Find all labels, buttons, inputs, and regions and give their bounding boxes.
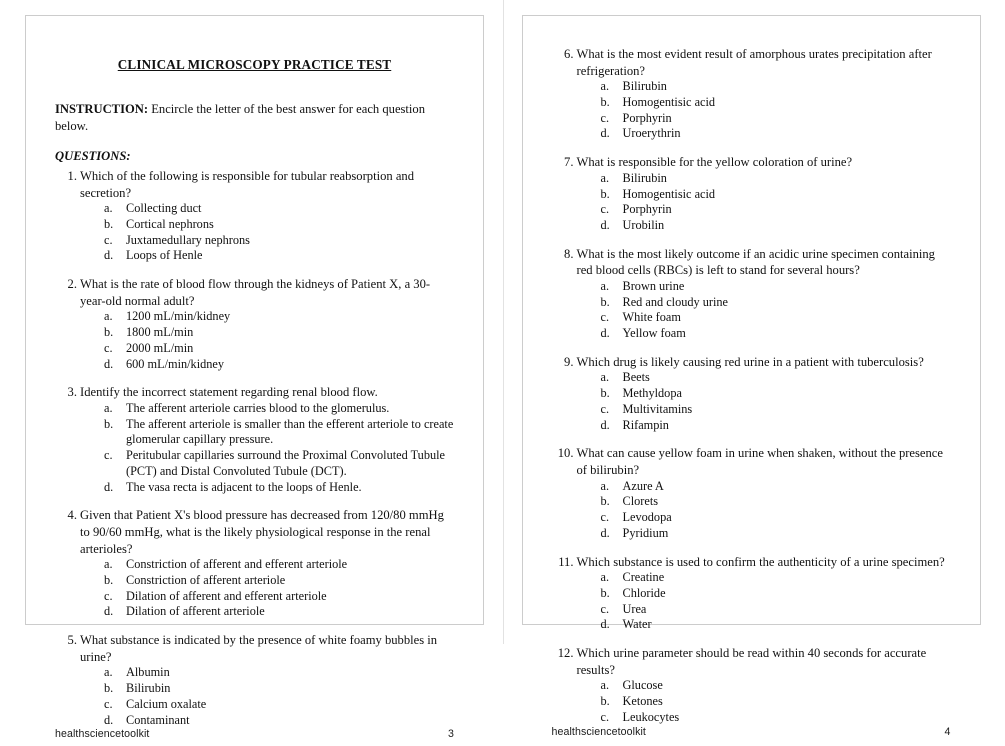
choice-list: [80, 309, 454, 372]
choice-text: Porphyrin: [623, 202, 672, 216]
choice-text: Ketones: [623, 694, 663, 708]
choice-item[interactable]: [601, 370, 951, 386]
question-number: 8.: [552, 246, 574, 263]
choice-item[interactable]: [601, 570, 951, 586]
instruction-label: INSTRUCTION:: [55, 102, 148, 116]
question-item: [55, 507, 454, 620]
question-text: Which urine parameter should be read within 40 seconds for accurate results?: [577, 645, 951, 678]
choice-text: Juxtamedullary nephrons: [126, 233, 250, 247]
choice-letter: b.: [104, 217, 118, 233]
choice-list: [577, 279, 951, 342]
question-number: 11.: [550, 554, 574, 571]
question-number: 7.: [552, 154, 574, 171]
choice-letter: d.: [104, 713, 118, 729]
document-page-3: [25, 15, 484, 625]
page-pane-right: [503, 0, 1005, 644]
choice-text: Constriction of afferent arteriole: [126, 573, 285, 587]
choice-text: Bilirubin: [623, 79, 667, 93]
question-item: [552, 154, 951, 234]
choice-letter: d.: [104, 248, 118, 264]
choice-text: Homogentisic acid: [623, 95, 716, 109]
choice-text: Cortical nephrons: [126, 217, 214, 231]
choice-item[interactable]: [104, 325, 454, 341]
choice-text: Uroerythrin: [623, 126, 681, 140]
footer-page-number: 3: [448, 728, 454, 740]
choice-text: Dilation of afferent arteriole: [126, 604, 265, 618]
choice-list: [80, 557, 454, 620]
choice-letter: d.: [601, 126, 615, 142]
choice-text: Beets: [623, 370, 650, 384]
choice-list: [577, 678, 951, 725]
choice-list: [577, 79, 951, 142]
choice-text: Brown urine: [623, 279, 685, 293]
choice-item[interactable]: [601, 602, 951, 618]
choice-text: The afferent arteriole is smaller than the efferent arteriole to create glomerular capillary pressure.: [126, 417, 453, 447]
page-3-body: [55, 42, 454, 728]
question-text: Which substance is used to confirm the authenticity of a urine specimen?: [577, 554, 951, 571]
choice-letter: d.: [601, 418, 615, 434]
choice-letter: a.: [601, 370, 615, 386]
choice-letter: c.: [601, 402, 615, 418]
question-text: Which of the following is responsible for tubular reabsorption and secretion?: [80, 168, 454, 201]
page-title: CLINICAL MICROSCOPY PRACTICE TEST: [55, 57, 454, 73]
question-item: [55, 384, 454, 495]
choice-item[interactable]: [104, 217, 454, 233]
choice-item[interactable]: [601, 111, 951, 127]
choice-text: Pyridium: [623, 526, 669, 540]
choice-text: Porphyrin: [623, 111, 672, 125]
choice-item[interactable]: [601, 678, 951, 694]
choice-letter: c.: [601, 111, 615, 127]
choice-text: Rifampin: [623, 418, 669, 432]
question-text: Which drug is likely causing red urine in a patient with tuberculosis?: [577, 354, 951, 371]
choice-letter: d.: [601, 218, 615, 234]
footer-page-number: 4: [945, 726, 951, 738]
choice-letter: d.: [104, 480, 118, 496]
choice-list: [577, 479, 951, 542]
question-item: [55, 632, 454, 728]
instruction-line: [55, 101, 454, 135]
choice-item[interactable]: [601, 126, 951, 142]
question-item: [552, 445, 951, 541]
choice-item[interactable]: [601, 402, 951, 418]
choice-item[interactable]: [601, 187, 951, 203]
question-item: [552, 554, 951, 634]
question-number: 2.: [55, 276, 77, 293]
choice-item[interactable]: [601, 710, 951, 726]
choice-letter: c.: [601, 602, 615, 618]
choice-text: Dilation of afferent and efferent arteriole: [126, 589, 327, 603]
choice-text: Calcium oxalate: [126, 697, 206, 711]
choice-item[interactable]: [104, 233, 454, 249]
document-page-4: [522, 15, 981, 625]
choice-letter: b.: [601, 494, 615, 510]
choice-letter: a.: [104, 309, 118, 325]
choice-item[interactable]: [104, 604, 454, 620]
question-text: What is responsible for the yellow coloration of urine?: [577, 154, 951, 171]
choice-item[interactable]: [104, 401, 454, 417]
choice-letter: c.: [104, 697, 118, 713]
choice-item[interactable]: [104, 309, 454, 325]
choice-text: Bilirubin: [126, 681, 170, 695]
choice-item[interactable]: [601, 95, 951, 111]
question-text: What is the most likely outcome if an acidic urine specimen containing red blood cells (RBCs) is left to stand for several hours?: [577, 246, 951, 279]
choice-text: Urea: [623, 602, 647, 616]
choice-letter: b.: [104, 417, 118, 433]
choice-letter: b.: [104, 681, 118, 697]
choice-text: 1800 mL/min: [126, 325, 193, 339]
choice-letter: a.: [601, 279, 615, 295]
choice-item[interactable]: [104, 201, 454, 217]
choice-text: Leukocytes: [623, 710, 680, 724]
choice-letter: c.: [601, 202, 615, 218]
question-number: 10.: [550, 445, 574, 462]
question-number: 1.: [55, 168, 77, 185]
choice-item[interactable]: [601, 310, 951, 326]
choice-letter: a.: [601, 79, 615, 95]
choice-item[interactable]: [601, 326, 951, 342]
page-4-body: [552, 42, 951, 726]
choice-item[interactable]: [601, 218, 951, 234]
choice-text: Constriction of afferent and efferent arteriole: [126, 557, 347, 571]
question-item: [55, 276, 454, 372]
question-number: 12.: [550, 645, 574, 662]
choice-letter: c.: [104, 341, 118, 357]
choice-letter: b.: [104, 325, 118, 341]
choice-letter: a.: [601, 479, 615, 495]
choice-text: Clorets: [623, 494, 659, 508]
choice-list: [80, 401, 454, 495]
choice-text: Yellow foam: [623, 326, 686, 340]
choice-text: Levodopa: [623, 510, 672, 524]
question-text: What substance is indicated by the presence of white foamy bubbles in urine?: [80, 632, 454, 665]
page-pane-left: [0, 0, 503, 644]
choice-item[interactable]: [601, 694, 951, 710]
choice-text: 2000 mL/min: [126, 341, 193, 355]
instruction-text: Encircle the letter of the best answer for each question below.: [55, 102, 425, 133]
choice-letter: b.: [601, 187, 615, 203]
page-3-footer: [55, 728, 454, 746]
choice-letter: a.: [104, 665, 118, 681]
choice-item[interactable]: [104, 573, 454, 589]
choice-item[interactable]: [601, 386, 951, 402]
choice-item[interactable]: [601, 79, 951, 95]
choice-text: Chloride: [623, 586, 666, 600]
choice-text: Glucose: [623, 678, 663, 692]
choice-list: [80, 201, 454, 264]
choice-letter: c.: [104, 448, 118, 464]
choice-letter: a.: [601, 570, 615, 586]
question-item: [552, 645, 951, 725]
choice-item[interactable]: [104, 589, 454, 605]
choice-item[interactable]: [104, 697, 454, 713]
choice-letter: b.: [601, 295, 615, 311]
footer-brand: healthsciencetoolkit: [552, 726, 646, 738]
choice-item[interactable]: [104, 448, 454, 479]
choice-item[interactable]: [601, 479, 951, 495]
choice-letter: b.: [601, 586, 615, 602]
question-text: Identify the incorrect statement regarding renal blood flow.: [80, 384, 454, 401]
choice-letter: d.: [104, 357, 118, 373]
choice-letter: d.: [601, 326, 615, 342]
choice-item[interactable]: [104, 681, 454, 697]
choice-text: White foam: [623, 310, 681, 324]
choice-item[interactable]: [104, 417, 454, 448]
choice-text: The vasa recta is adjacent to the loops of Henle.: [126, 480, 362, 494]
choice-letter: c.: [601, 710, 615, 726]
choice-text: Azure A: [623, 479, 664, 493]
footer-brand: healthsciencetoolkit: [55, 728, 149, 740]
choice-text: 1200 mL/min/kidney: [126, 309, 230, 323]
choice-item[interactable]: [104, 557, 454, 573]
choice-list: [577, 570, 951, 633]
question-list-page-4: [552, 46, 951, 726]
choice-letter: a.: [601, 678, 615, 694]
choice-item[interactable]: [601, 202, 951, 218]
choice-text: Multivitamins: [623, 402, 693, 416]
question-number: 4.: [55, 507, 77, 524]
question-text: What is the most evident result of amorphous urates precipitation after refrigeration?: [577, 46, 951, 79]
page-4-footer: [552, 726, 951, 744]
question-text: Given that Patient X's blood pressure has decreased from 120/80 mmHg to 90/60 mmHg, what is the likely physiological response in the renal arterioles?: [80, 507, 454, 557]
choice-letter: d.: [104, 604, 118, 620]
choice-item[interactable]: [601, 279, 951, 295]
choice-item[interactable]: [601, 510, 951, 526]
choice-item[interactable]: [601, 586, 951, 602]
choice-text: Albumin: [126, 665, 170, 679]
question-item: [552, 46, 951, 142]
choice-letter: b.: [601, 386, 615, 402]
question-text: What is the rate of blood flow through the kidneys of Patient X, a 30-year-old normal adult?: [80, 276, 454, 309]
choice-item[interactable]: [104, 357, 454, 373]
choice-letter: c.: [104, 233, 118, 249]
question-text: What can cause yellow foam in urine when shaken, without the presence of bilirubin?: [577, 445, 951, 478]
choice-letter: a.: [104, 401, 118, 417]
choice-text: Red and cloudy urine: [623, 295, 729, 309]
choice-text: Loops of Henle: [126, 248, 203, 262]
choice-text: 600 mL/min/kidney: [126, 357, 224, 371]
choice-letter: c.: [601, 510, 615, 526]
choice-text: Homogentisic acid: [623, 187, 716, 201]
choice-letter: c.: [601, 310, 615, 326]
choice-letter: b.: [104, 573, 118, 589]
choice-letter: d.: [601, 526, 615, 542]
choice-letter: a.: [104, 557, 118, 573]
question-item: [55, 168, 454, 264]
choice-letter: d.: [601, 617, 615, 633]
choice-item[interactable]: [601, 526, 951, 542]
question-number: 6.: [552, 46, 574, 63]
choice-text: Water: [623, 617, 652, 631]
choice-text: Bilirubin: [623, 171, 667, 185]
choice-text: Contaminant: [126, 713, 190, 727]
choice-item[interactable]: [104, 341, 454, 357]
choice-item[interactable]: [104, 665, 454, 681]
choice-item[interactable]: [104, 248, 454, 264]
question-number: 9.: [552, 354, 574, 371]
choice-text: The afferent arteriole carries blood to the glomerulus.: [126, 401, 389, 415]
question-item: [552, 246, 951, 342]
question-list-page-3: [55, 168, 454, 728]
questions-section-label: QUESTIONS:: [55, 149, 454, 164]
choice-item[interactable]: [104, 713, 454, 729]
question-number: 3.: [55, 384, 77, 401]
question-item: [552, 354, 951, 434]
choice-letter: b.: [601, 95, 615, 111]
choice-item[interactable]: [104, 480, 454, 496]
choice-item[interactable]: [601, 617, 951, 633]
choice-item[interactable]: [601, 171, 951, 187]
choice-list: [577, 171, 951, 234]
choice-letter: a.: [601, 171, 615, 187]
choice-item[interactable]: [601, 418, 951, 434]
choice-letter: b.: [601, 694, 615, 710]
choice-item[interactable]: [601, 494, 951, 510]
choice-text: Collecting duct: [126, 201, 201, 215]
choice-list: [577, 370, 951, 433]
choice-list: [80, 665, 454, 728]
choice-letter: c.: [104, 589, 118, 605]
choice-item[interactable]: [601, 295, 951, 311]
question-number: 5.: [55, 632, 77, 649]
choice-text: Methyldopa: [623, 386, 682, 400]
choice-text: Urobilin: [623, 218, 665, 232]
choice-text: Creatine: [623, 570, 665, 584]
choice-text: Peritubular capillaries surround the Proximal Convoluted Tubule (PCT) and Distal Convoluted Tubule (DCT).: [126, 448, 445, 478]
choice-letter: a.: [104, 201, 118, 217]
